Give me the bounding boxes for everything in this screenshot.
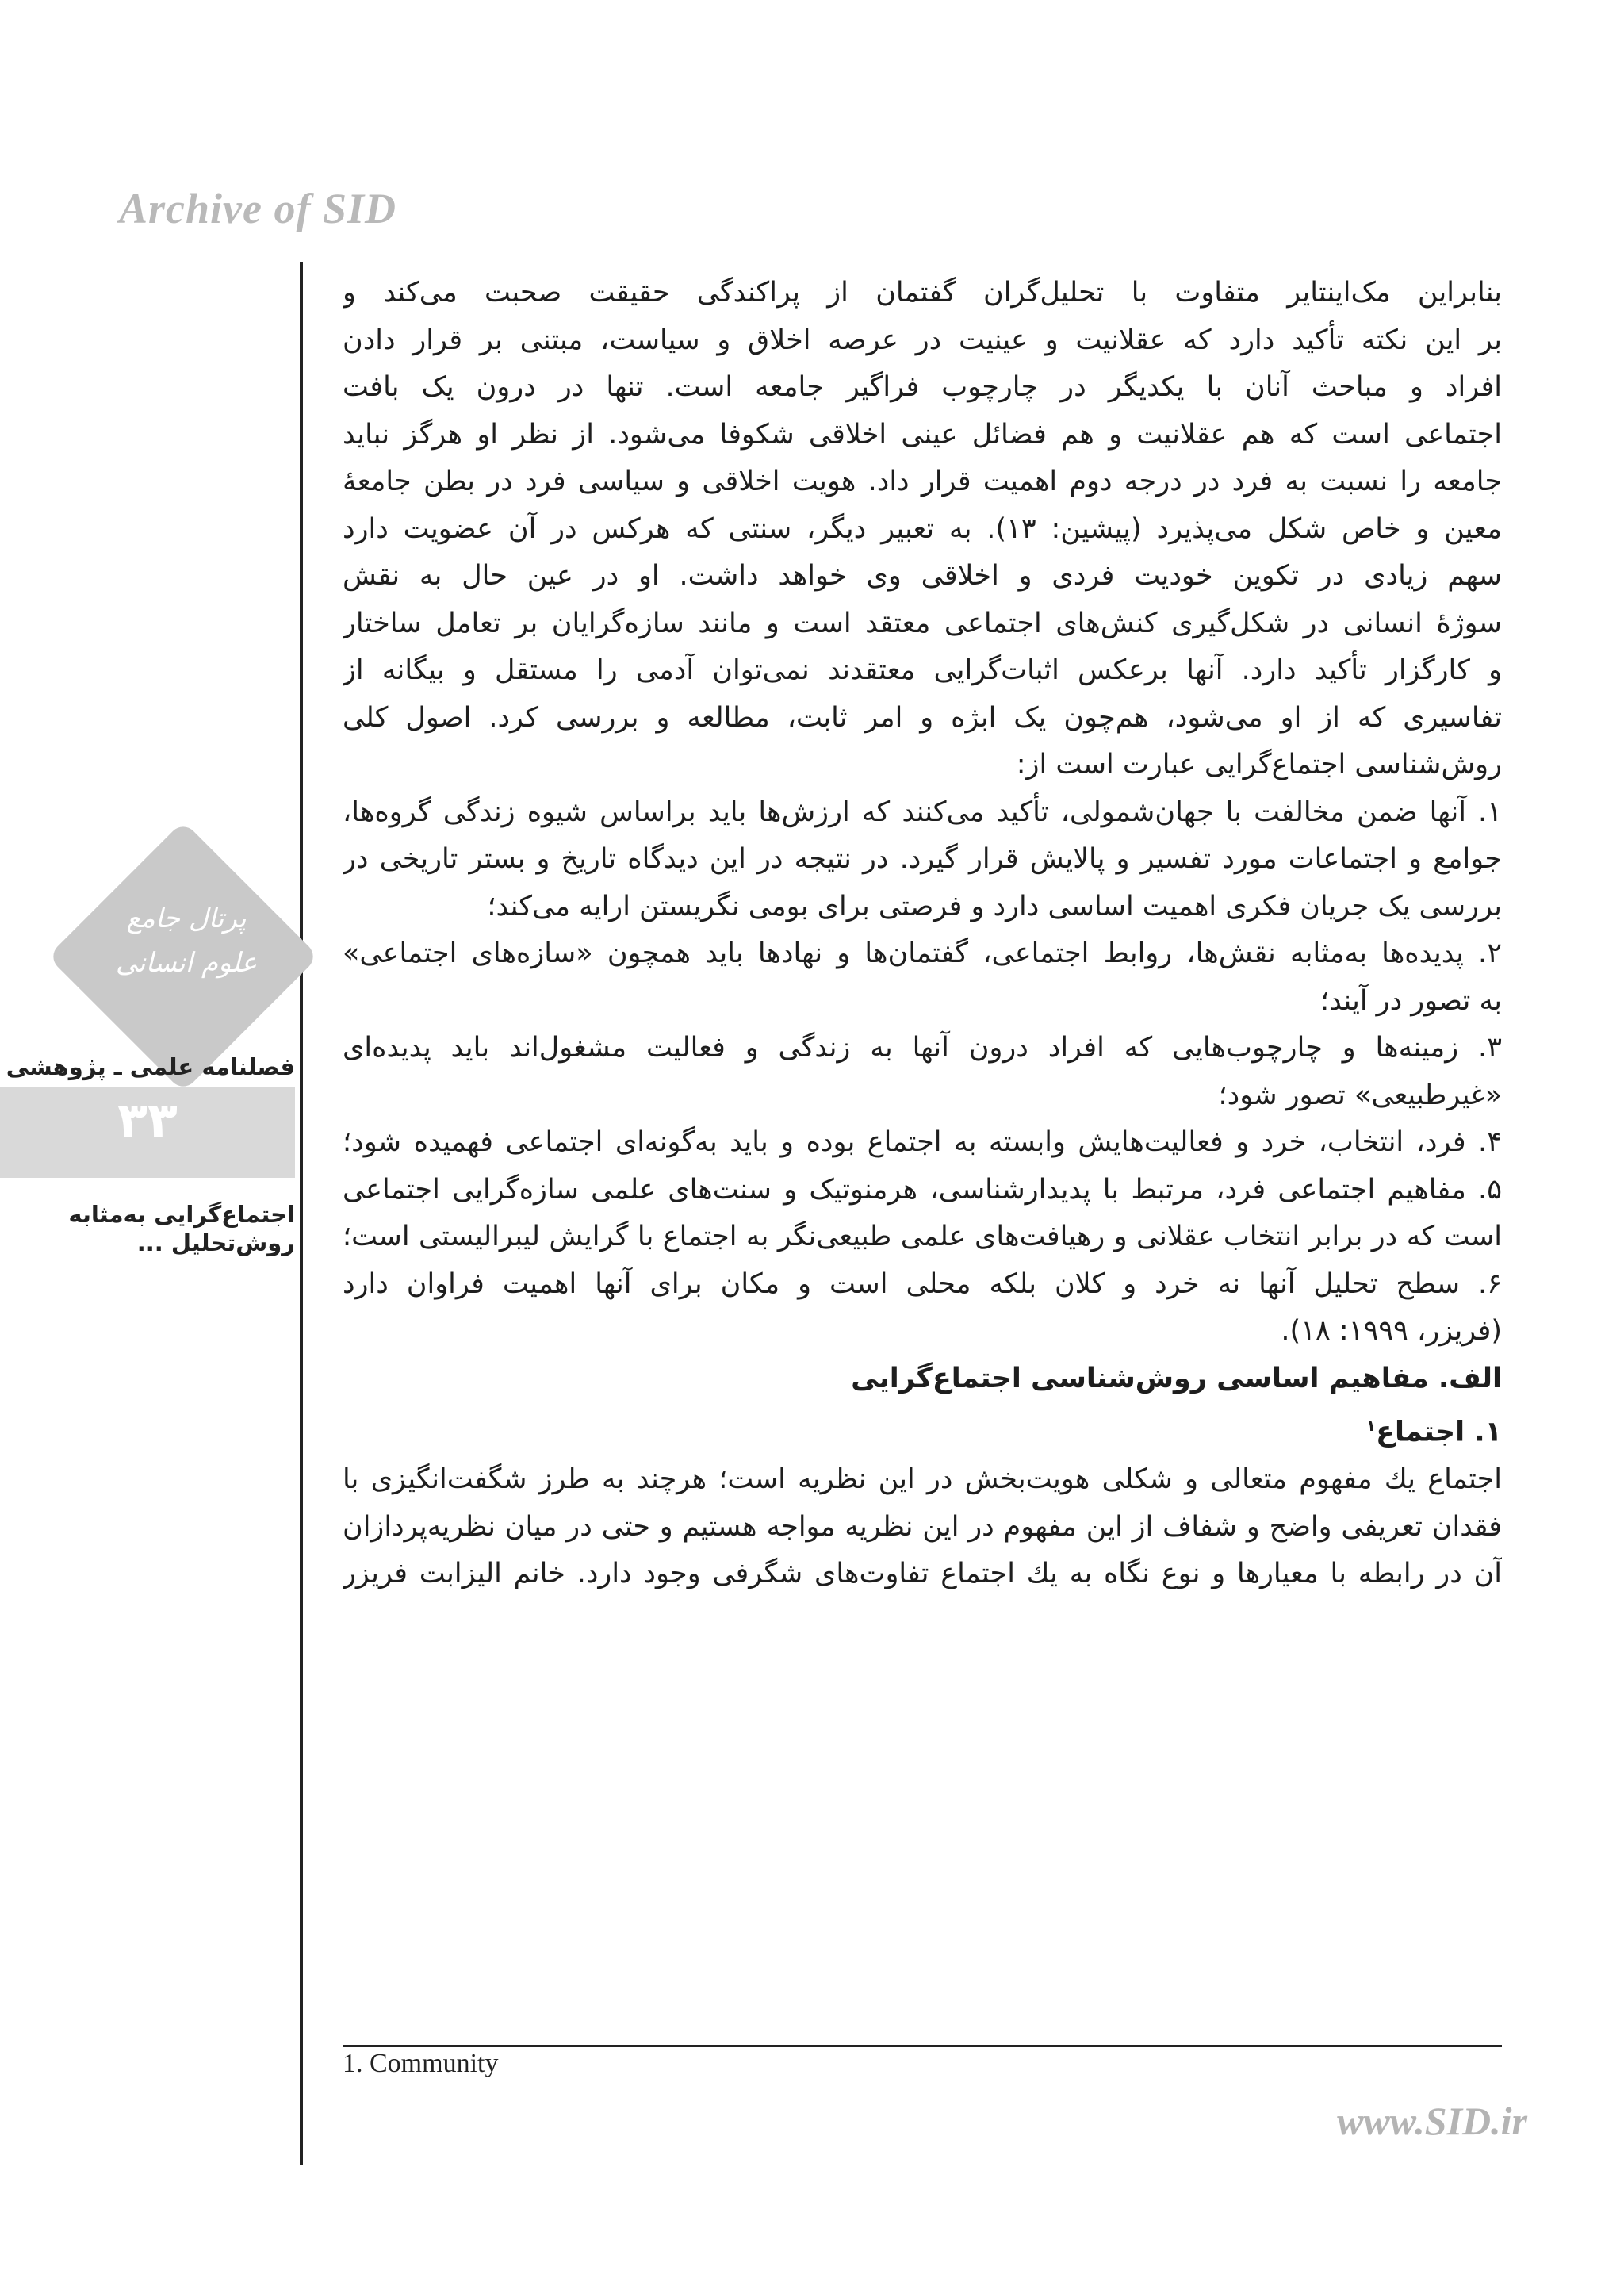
footnote-marker: ۱ bbox=[1365, 1416, 1377, 1435]
footnote: 1. Community bbox=[343, 2049, 499, 2078]
running-title-line: روش‌تحلیل ... bbox=[136, 1229, 295, 1256]
text-line: بنابراین مک‌اینتایر متفاوت با تحلیل‌گران گفتمان از پراکندگی حقیقت صحبت می‌کند و bbox=[343, 277, 1502, 309]
text-line: است که در برابر انتخاب عقلانی و رهیافت‌های علمی طبیعی‌نگر به اجتماع با گرایش لیبرالیستی است؛ bbox=[343, 1221, 1502, 1252]
text-line: بر این نکته تأکید دارد که عقلانیت و عینیت در عرصه اخلاق و سیاست، مبتنی بر قرار دادن bbox=[343, 324, 1502, 356]
list-item bbox=[343, 930, 1502, 1025]
text-line: روش‌شناسی اجتماع‌گرایی عبارت است از: bbox=[1016, 749, 1502, 780]
text-line: بررسی یک جریان فکری اهمیت اساسی دارد و فرصتی برای بومی نگریستن ارایه می‌کند؛ bbox=[487, 890, 1502, 922]
text-line: ۲. پدیده‌ها به‌مثابه نقش‌ها، روابط اجتماعی، گفتمان‌ها و نهادها باید همچون «سازه‌های اجتماعی» bbox=[343, 938, 1502, 969]
footnote-separator bbox=[343, 2045, 1502, 2047]
subsection-heading bbox=[343, 1402, 1502, 1456]
section-heading: الف. مفاهیم اساسی روش‌شناسی اجتماع‌گرایی bbox=[851, 1362, 1502, 1394]
list-item bbox=[343, 1261, 1502, 1356]
list-item bbox=[343, 1025, 1502, 1119]
paragraph bbox=[343, 270, 1502, 789]
text-line: به تصور در آیند؛ bbox=[1320, 984, 1502, 1017]
running-title bbox=[0, 1200, 295, 1257]
portal-logo-text: پرتال جامع علوم انسانی bbox=[115, 903, 258, 979]
text-line: ۶. سطح تحلیل آنها نه خرد و کلان بلکه محلی است و مکان برای آنها اهمیت فراوان دارد bbox=[343, 1267, 1502, 1300]
journal-label: فصلنامه علمی ـ پژوهشی bbox=[6, 1053, 295, 1080]
text-line: ۵. مفاهیم اجتماعی فرد، مرتبط با پدیدارشناسی، هرمنوتیک و سنت‌های علمی سازه‌گرایی اجتماعی bbox=[343, 1173, 1502, 1206]
text-line: معین و خاص شکل می‌پذیرد (پیشین: ۱۳). به تعبیر دیگر، سنتی که هرکس در آن عضویت دارد bbox=[343, 512, 1502, 545]
text-line: جامعه را نسبت به فرد در درجه دوم اهمیت قرار داد. هویت اخلاقی و سیاسی فرد در بطن جامعهٔ bbox=[343, 466, 1502, 497]
text-line: اجتماعی است که هم عقلانیت و هم فضائل عینی اخلاقی شکوفا می‌شود. از نظر او هرگز نباید bbox=[343, 418, 1502, 451]
margin-rule bbox=[300, 262, 303, 2165]
text-line: ۴. فرد، انتخاب، خرد و فعالیت‌هایش وابسته به اجتماع بوده و باید به‌گونه‌ای اجتماعی فهمیده شود؛ bbox=[343, 1126, 1502, 1158]
text-line: جوامع و اجتماعات مورد تفسیر و پالایش قرار گیرد. در نتیجه در این دیدگاه تاریخ و بستر تاریخی در bbox=[343, 843, 1502, 875]
article-body bbox=[343, 270, 1502, 1598]
text-line: ۱. آنها ضمن مخالفت با جهان‌شمولی، تأکید می‌کنند که ارزش‌ها باید براساس شیوه زندگی گروه‌ها، bbox=[343, 796, 1502, 828]
running-title-line: اجتماع‌گرایی به‌مثابه bbox=[68, 1201, 295, 1228]
text-line: اجتماع یك مفهوم متعالی و شکلی هویت‌بخش در این نظریه است؛ هرچند به طرز شگفت‌انگیزی با bbox=[343, 1463, 1502, 1496]
text-line: «غیرطبیعی» تصور شود؛ bbox=[1218, 1079, 1502, 1111]
text-line: افراد و مباحث آنان با یکدیگر در چارچوب فراگیر جامعه است. تنها در درون یک بافت bbox=[343, 371, 1502, 403]
text-line: فقدان تعریفی واضح و شفاف از این مفهوم در این نظریه مواجه هستیم و حتی در میان نظریه‌پردازان bbox=[343, 1510, 1502, 1543]
subsection-title: ۱. اجتماع bbox=[1376, 1416, 1502, 1448]
paragraph bbox=[343, 1456, 1502, 1598]
list-item bbox=[343, 789, 1502, 931]
text-line: سهم زیادی در تکوین خودیت فردی و اخلاقی وی خواهد داشت. او در عین حال به نقش bbox=[343, 560, 1502, 592]
list-item bbox=[343, 1119, 1502, 1167]
text-line: سوژهٔ انسانی در شکل‌گیری کنش‌های اجتماعی معتقد است و مانند سازه‌گرایان بر تعامل ساختار bbox=[343, 607, 1502, 639]
list-item bbox=[343, 1167, 1502, 1261]
site-watermark: www.SID.ir bbox=[1337, 2099, 1527, 2143]
text-line: تفاسیری که از او می‌شود، هم‌چون یک ابژه و امر ثابت، مطالعه و بررسی کرد. اصول کلی bbox=[343, 701, 1502, 734]
text-line: (فریزر، ۱۹۹۹: ۱۸). bbox=[1281, 1315, 1502, 1347]
text-line: ۳. زمینه‌ها و چارچوب‌هایی که افراد درون آنها به زندگی و فعالیت مشغول‌اند باید پدیده‌ای bbox=[343, 1032, 1502, 1064]
text-line: و کارگزار تأکید دارد. آنها برعکس اثبات‌گرایی معتقدند نمی‌توان آدمی را مستقل و بیگانه از bbox=[343, 654, 1502, 686]
text-line: آن در رابطه با معیارها و نوع نگاه به یك اجتماع تفاوت‌های شگرفی وجود دارد. خانم الیزابت فریزر bbox=[343, 1558, 1502, 1590]
page-number: ۳۳ bbox=[117, 1091, 178, 1149]
archive-watermark: Archive of SID bbox=[119, 185, 396, 232]
